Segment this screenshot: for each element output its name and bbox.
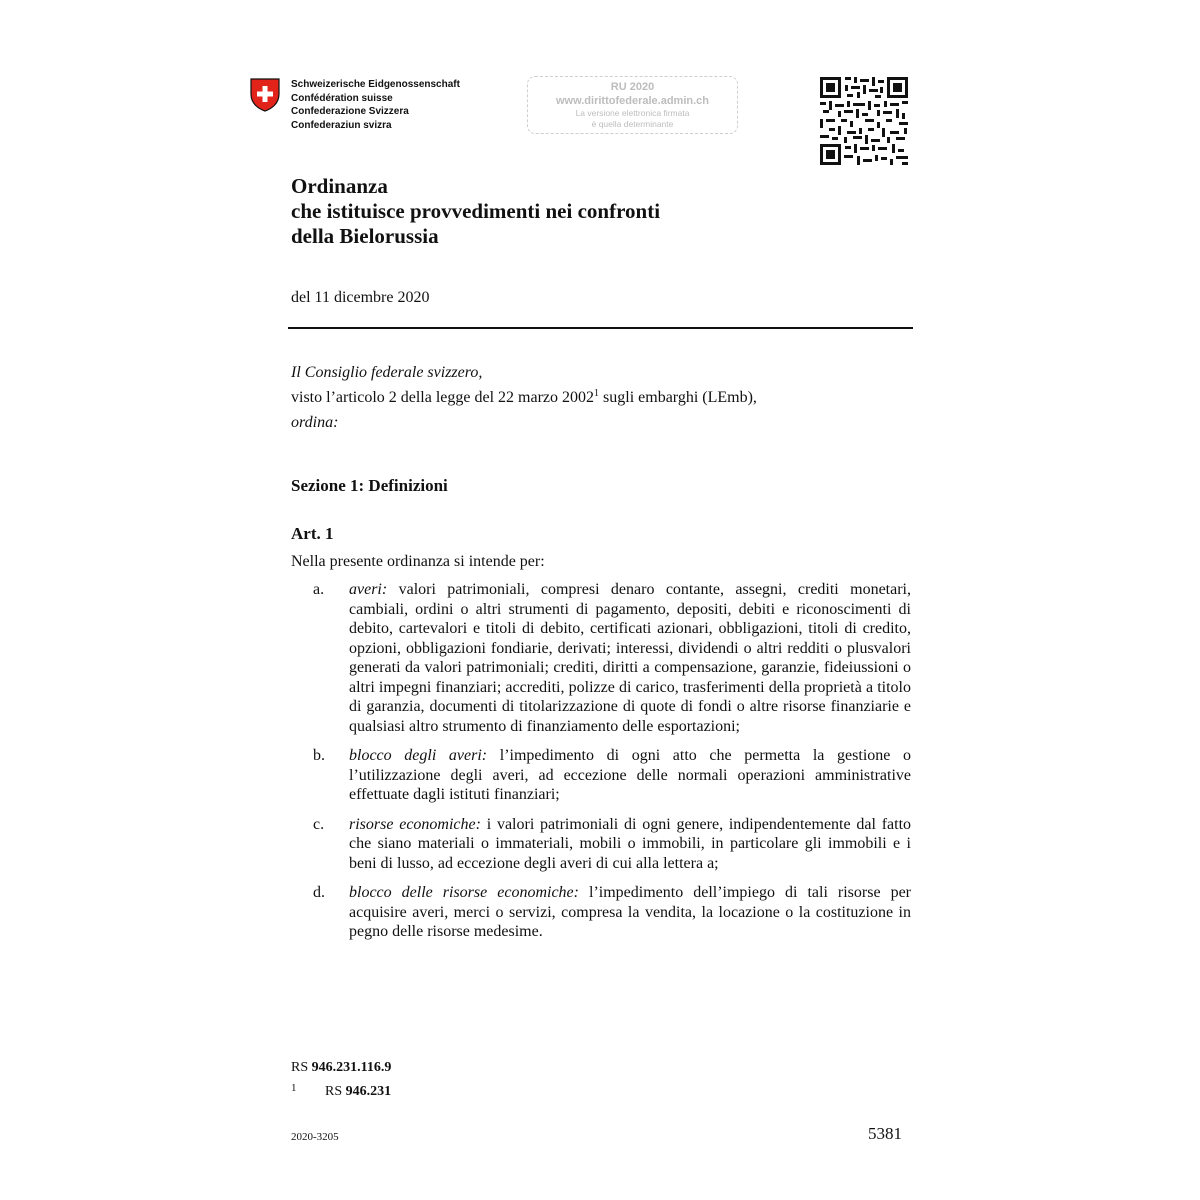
stamp-collection: RU 2020 [610,81,655,93]
item-letter: d. [313,884,325,901]
item-letter: a. [313,581,325,598]
item-text: i valori patrimoniali di ogni genere, indipendentemente dal fatto che siano materiali o immateriali, mobili o immobili, in particolare gli immobili e i beni di lusso, ad eccezione degli averi di cui alla lettera a; [349,815,912,872]
footnote-ref: 946.231 [345,1084,392,1099]
preamble-legal-basis [291,385,757,410]
item-text: valori patrimoniali, compresi denaro contante, assegni, crediti monetari, cambiali, ordini o altri strumenti di pagamento, depositi, debiti e riconoscimenti di debito, cartevalori e titoli di debito, certificati azionari, obbligazioni, titoli di credito, opzioni, obbligazioni fondiarie, derivati; interessi, dividendi o altri redditi o plusvalori generati da valori patrimoniali; crediti, diritti a compensazione, garanzie, fideiussioni o altri impegni finanziari; accrediti, polizze di carico, trasferimenti della proprietà a titolo di garanzia, documenti di titolarizzazione di quote di fondi o altre risorse finanziarie e qualsiasi altro strumento di finanziamento delle esportazioni; [349,581,911,735]
confederation-name-it: Confederazione Svizzera [291,106,409,117]
list-item [291,815,911,874]
stamp-note-line1: La versione elettronica firmata [575,108,690,118]
document-title [291,174,660,249]
article-intro: Nella presente ordinanza si intende per: [291,553,545,570]
item-letter: b. [313,747,325,764]
legal-basis-text-end: sugli embarghi (LEmb), [599,389,757,406]
item-text: l’impedimento dell’impiego di tali risorse per acquisire averi, merci o servizi, compresa la vendita, la locazione o la costituzione in pegno delle risorse medesime. [349,884,911,940]
item-term: blocco delle risorse economiche: [349,884,579,901]
stamp-note-line2: è quella determinante [591,119,674,129]
rs-prefix: RS [291,1060,312,1075]
preamble [291,360,757,435]
title-line-3: della Bielorussia [291,224,439,248]
swiss-coat-of-arms-icon [250,78,280,112]
item-text: l’impedimento di ogni atto che permetta la gestione o l’utilizzazione degli averi, ad eccezione delle normali operazioni amministrative effettuate dagli istituti finanziari; [349,747,912,803]
title-line-2: che istituisce provvedimenti nei confronti [291,199,661,223]
document-number: 2020-3205 [291,1131,339,1143]
article-heading: Art. 1 [291,524,334,543]
footnote-number: 1 [291,1082,297,1094]
document-date: del 11 dicembre 2020 [291,289,430,306]
preamble-orders: ordina: [291,414,339,431]
confederation-names [291,78,460,132]
page-number: 5381 [868,1124,902,1143]
rs-number: 946.231.116.9 [311,1060,392,1075]
confederation-name-de: Schweizerische Eidgenossenschaft [291,79,460,90]
section-heading: Sezione 1: Definizioni [291,476,448,495]
confederation-name-rm: Confederaziun svizra [291,119,392,131]
publication-stamp [527,76,738,134]
confederation-name-fr: Confédération suisse [291,92,393,104]
footnote-1 [291,1078,391,1102]
preamble-council: Il Consiglio federale svizzero, [291,364,483,381]
rs-reference [291,1058,391,1078]
list-item [291,746,911,805]
item-term: blocco degli averi: [349,747,488,764]
title-line-1: Ordinanza [291,174,388,198]
item-letter: c. [313,815,325,833]
stamp-website: www.dirittofederale.admin.ch [555,95,709,107]
footnote-prefix: RS [325,1084,346,1099]
footnote-reference[interactable]: 1 [594,388,600,399]
list-item [291,580,911,736]
qr-code-icon [820,77,908,165]
footnotes [291,1058,391,1102]
item-term: risorse economiche: [349,815,481,833]
item-term: averi: [349,581,388,598]
list-item [291,883,911,942]
definitions-list [291,580,911,952]
legal-basis-text: visto l’articolo 2 della legge del 22 marzo 2002 [291,389,595,406]
title-divider [288,327,913,329]
